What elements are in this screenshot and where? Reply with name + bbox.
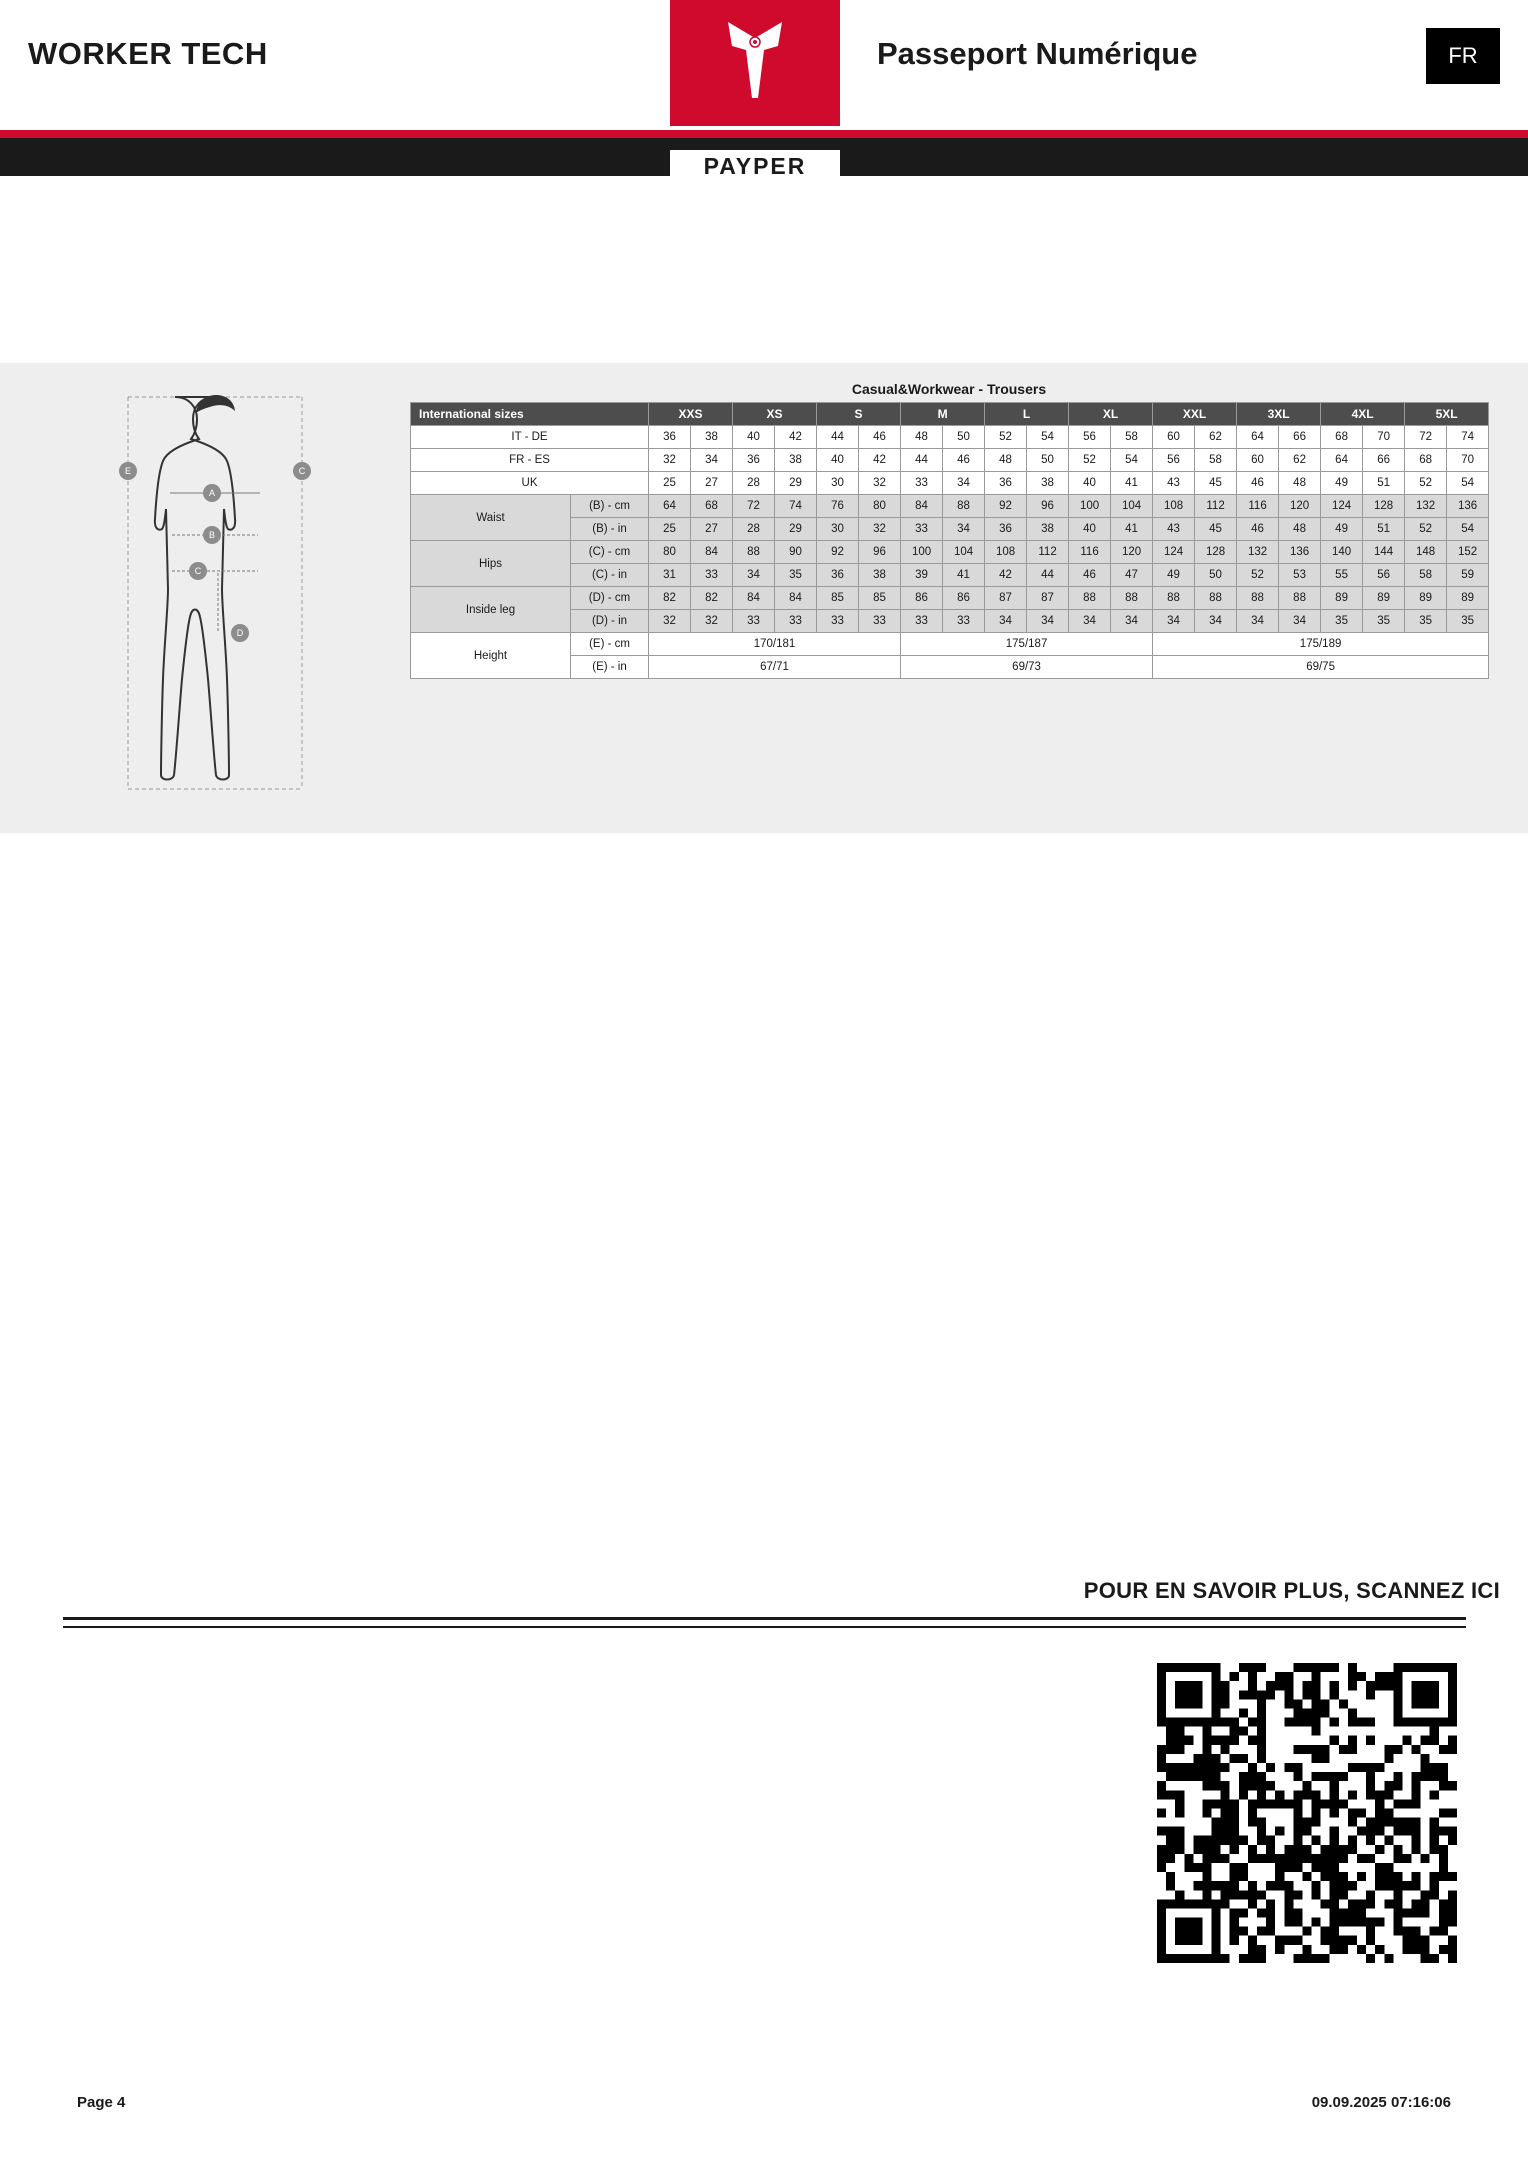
table-cell: 49 [1321,472,1363,495]
table-cell: 39 [901,564,943,587]
table-cell: 35 [1321,610,1363,633]
row-sublabel: (E) - cm [571,633,649,656]
table-cell: 70 [1363,426,1405,449]
table-cell: 48 [901,426,943,449]
table-cell: 84 [775,587,817,610]
table-cell: 88 [1111,587,1153,610]
table-cell: 46 [1237,472,1279,495]
table-cell: 34 [691,449,733,472]
table-cell: 33 [691,564,733,587]
table-cell: 41 [943,564,985,587]
page-number: Page 4 [77,2094,126,2111]
red-divider [0,130,1528,138]
table-cell: 54 [1447,472,1489,495]
table-cell: 32 [859,518,901,541]
table-cell: 34 [1279,610,1321,633]
table-cell: 152 [1447,541,1489,564]
col-size-4xl: 4XL [1321,403,1405,426]
table-cell: 74 [775,495,817,518]
table-cell: 36 [649,426,691,449]
table-cell: 50 [943,426,985,449]
table-cell: 87 [985,587,1027,610]
table-cell: 33 [775,610,817,633]
table-cell: 54 [1027,426,1069,449]
table-cell: 68 [1321,426,1363,449]
table-cell: 45 [1195,518,1237,541]
table-cell: 29 [775,518,817,541]
table-cell: 33 [817,610,859,633]
svg-text:A: A [208,488,216,498]
table-cell: 35 [1405,610,1447,633]
table-cell: 27 [691,518,733,541]
table-row [411,610,1489,633]
table-cell: 38 [775,449,817,472]
table-cell: 51 [1363,518,1405,541]
table-cell: 46 [859,426,901,449]
table-cell: 136 [1447,495,1489,518]
table-cell: 132 [1237,541,1279,564]
table-cell: 38 [1027,518,1069,541]
table-cell: 86 [901,587,943,610]
table-cell: 30 [817,472,859,495]
table-cell: 90 [775,541,817,564]
table-cell: 35 [1363,610,1405,633]
table-cell: 38 [1027,472,1069,495]
table-cell: 43 [1153,518,1195,541]
table-cell: 144 [1363,541,1405,564]
table-cell-merged: 67/71 [649,656,901,679]
table-cell: 72 [1405,426,1447,449]
table-cell: 96 [859,541,901,564]
table-cell: 34 [1027,610,1069,633]
table-cell: 88 [1237,587,1279,610]
table-cell: 42 [859,449,901,472]
footer-rule-top [63,1617,1466,1620]
table-cell: 42 [775,426,817,449]
table-cell: 32 [649,449,691,472]
table-cell: 88 [1153,587,1195,610]
table-cell: 52 [1405,518,1447,541]
page-header [0,0,1528,134]
table-cell: 74 [1447,426,1489,449]
table-cell: 116 [1237,495,1279,518]
col-international-sizes: International sizes [411,403,649,426]
footer-timestamp: 09.09.2025 07:16:06 [1311,2094,1451,2111]
table-cell: 32 [691,610,733,633]
table-cell: 59 [1447,564,1489,587]
table-cell: 46 [1237,518,1279,541]
table-cell: 60 [1237,449,1279,472]
payper-logo-box [670,0,840,126]
scan-prompt: POUR EN SAVOIR PLUS, SCANNEZ ICI [1083,1578,1500,1603]
table-cell: 33 [901,610,943,633]
table-cell: 33 [901,472,943,495]
table-cell: 88 [1195,587,1237,610]
table-row [411,564,1489,587]
table-cell: 49 [1321,518,1363,541]
table-row [411,449,1489,472]
table-row [411,633,1489,656]
payper-wordmark: PAYPER [670,150,840,182]
table-cell: 36 [817,564,859,587]
table-cell: 64 [649,495,691,518]
table-cell: 58 [1195,449,1237,472]
table-header-row [411,403,1489,426]
table-cell: 34 [1111,610,1153,633]
table-cell: 55 [1321,564,1363,587]
table-cell: 89 [1321,587,1363,610]
table-cell: 66 [1363,449,1405,472]
table-cell: 33 [733,610,775,633]
table-cell: 68 [1405,449,1447,472]
table-cell: 64 [1321,449,1363,472]
table-cell: 34 [943,518,985,541]
language-badge[interactable]: FR [1426,28,1500,84]
table-cell: 35 [775,564,817,587]
table-cell: 52 [1069,449,1111,472]
table-cell: 43 [1153,472,1195,495]
table-cell: 54 [1111,449,1153,472]
row-sublabel: (C) - cm [571,541,649,564]
table-cell: 54 [1447,518,1489,541]
table-cell: 49 [1153,564,1195,587]
table-cell: 100 [901,541,943,564]
table-cell: 56 [1153,449,1195,472]
row-sublabel: (C) - in [571,564,649,587]
size-chart [410,381,1488,679]
row-label: FR - ES [411,449,649,472]
table-cell: 32 [649,610,691,633]
table-cell: 89 [1363,587,1405,610]
col-size-3xl: 3XL [1237,403,1321,426]
table-cell: 104 [1111,495,1153,518]
table-cell: 40 [733,426,775,449]
table-cell: 33 [901,518,943,541]
table-cell: 89 [1447,587,1489,610]
table-cell: 36 [985,518,1027,541]
table-cell: 112 [1195,495,1237,518]
table-cell: 53 [1279,564,1321,587]
col-size-xxs: XXS [649,403,733,426]
table-cell: 41 [1111,518,1153,541]
table-cell: 88 [943,495,985,518]
table-cell: 34 [733,564,775,587]
table-cell: 45 [1195,472,1237,495]
table-cell: 32 [859,472,901,495]
table-cell: 47 [1111,564,1153,587]
table-cell: 84 [691,541,733,564]
table-cell: 72 [733,495,775,518]
table-cell: 52 [1237,564,1279,587]
table-cell: 35 [1447,610,1489,633]
table-cell: 104 [943,541,985,564]
table-cell: 116 [1069,541,1111,564]
row-label: Inside leg [411,587,571,633]
table-cell: 34 [1237,610,1279,633]
svg-text:D: D [236,628,244,638]
table-cell: 50 [1195,564,1237,587]
table-cell: 124 [1321,495,1363,518]
table-cell: 48 [1279,472,1321,495]
svg-text:E: E [124,466,132,476]
col-size-xs: XS [733,403,817,426]
table-cell: 34 [1195,610,1237,633]
table-cell: 52 [985,426,1027,449]
svg-text:B: B [208,530,216,540]
table-cell: 50 [1027,449,1069,472]
table-cell: 48 [1279,518,1321,541]
table-cell: 38 [859,564,901,587]
table-cell: 33 [859,610,901,633]
row-sublabel: (D) - cm [571,587,649,610]
table-cell: 96 [1027,495,1069,518]
table-cell: 68 [691,495,733,518]
table-cell: 66 [1279,426,1321,449]
table-cell: 108 [985,541,1027,564]
table-cell: 42 [985,564,1027,587]
table-row [411,587,1489,610]
table-cell: 70 [1447,449,1489,472]
document-title: Passeport Numérique [877,36,1198,71]
table-cell: 46 [943,449,985,472]
table-cell: 34 [1153,610,1195,633]
table-cell: 108 [1153,495,1195,518]
table-cell: 25 [649,472,691,495]
table-cell: 58 [1405,564,1447,587]
size-chart-panel [0,363,1528,833]
table-cell: 48 [985,449,1027,472]
table-cell: 31 [649,564,691,587]
table-cell: 120 [1279,495,1321,518]
table-cell: 62 [1195,426,1237,449]
col-size-l: L [985,403,1069,426]
table-row [411,518,1489,541]
qr-code[interactable] [1157,1663,1457,1963]
col-size-s: S [817,403,901,426]
svg-text:C: C [194,566,202,576]
body-measurement-diagram [110,383,320,803]
table-cell: 34 [985,610,1027,633]
table-cell: 28 [733,518,775,541]
table-cell: 34 [1069,610,1111,633]
table-cell: 44 [817,426,859,449]
row-label: Hips [411,541,571,587]
table-cell: 40 [817,449,859,472]
table-cell-merged: 175/189 [1153,633,1489,656]
table-cell: 85 [817,587,859,610]
table-cell: 136 [1279,541,1321,564]
table-cell: 82 [691,587,733,610]
row-label: UK [411,472,649,495]
table-cell: 88 [733,541,775,564]
table-cell: 38 [691,426,733,449]
table-cell: 86 [943,587,985,610]
table-cell: 44 [901,449,943,472]
table-cell: 88 [1279,587,1321,610]
table-cell: 82 [649,587,691,610]
table-cell: 62 [1279,449,1321,472]
table-cell: 128 [1195,541,1237,564]
table-cell: 56 [1363,564,1405,587]
table-cell: 80 [649,541,691,564]
payper-logo-icon [720,16,790,100]
row-sublabel: (B) - in [571,518,649,541]
table-cell: 64 [1237,426,1279,449]
table-cell: 100 [1069,495,1111,518]
svg-text:C: C [298,466,306,476]
table-cell: 140 [1321,541,1363,564]
table-cell: 40 [1069,472,1111,495]
row-sublabel: (B) - cm [571,495,649,518]
table-cell: 25 [649,518,691,541]
table-cell: 85 [859,587,901,610]
table-cell: 148 [1405,541,1447,564]
table-cell: 34 [943,472,985,495]
table-cell: 58 [1111,426,1153,449]
table-cell: 46 [1069,564,1111,587]
row-label: Waist [411,495,571,541]
table-cell: 84 [733,587,775,610]
table-cell-merged: 170/181 [649,633,901,656]
table-cell: 92 [985,495,1027,518]
table-cell: 33 [943,610,985,633]
table-cell: 60 [1153,426,1195,449]
row-sublabel: (E) - in [571,656,649,679]
table-cell: 52 [1405,472,1447,495]
table-row [411,426,1489,449]
table-cell: 76 [817,495,859,518]
size-chart-title: Casual&Workwear - Trousers [851,381,1047,397]
table-cell: 27 [691,472,733,495]
table-cell: 112 [1027,541,1069,564]
row-sublabel: (D) - in [571,610,649,633]
table-cell: 87 [1027,587,1069,610]
size-chart-body [411,426,1489,679]
table-cell: 44 [1027,564,1069,587]
table-cell: 120 [1111,541,1153,564]
col-size-5xl: 5XL [1405,403,1489,426]
table-cell: 80 [859,495,901,518]
table-cell: 41 [1111,472,1153,495]
table-cell-merged: 175/187 [901,633,1153,656]
table-row [411,541,1489,564]
table-cell-merged: 69/75 [1153,656,1489,679]
table-cell: 92 [817,541,859,564]
table-cell: 84 [901,495,943,518]
table-cell: 128 [1363,495,1405,518]
table-cell: 40 [1069,518,1111,541]
table-cell: 56 [1069,426,1111,449]
footer-rule-bottom [63,1626,1466,1628]
table-cell: 89 [1405,587,1447,610]
table-cell: 28 [733,472,775,495]
table-cell: 30 [817,518,859,541]
table-cell: 29 [775,472,817,495]
table-row [411,495,1489,518]
row-label: IT - DE [411,426,649,449]
table-cell: 132 [1405,495,1447,518]
col-size-xl: XL [1069,403,1153,426]
table-cell: 124 [1153,541,1195,564]
size-chart-table [410,402,1489,679]
col-size-xxl: XXL [1153,403,1237,426]
table-cell: 36 [985,472,1027,495]
table-row [411,656,1489,679]
table-cell-merged: 69/73 [901,656,1153,679]
table-cell: 51 [1363,472,1405,495]
row-label: Height [411,633,571,679]
table-row [411,472,1489,495]
table-cell: 88 [1069,587,1111,610]
page-title: WORKER TECH [28,36,268,71]
col-size-m: M [901,403,985,426]
table-cell: 36 [733,449,775,472]
qr-code-image [1157,1663,1457,1963]
